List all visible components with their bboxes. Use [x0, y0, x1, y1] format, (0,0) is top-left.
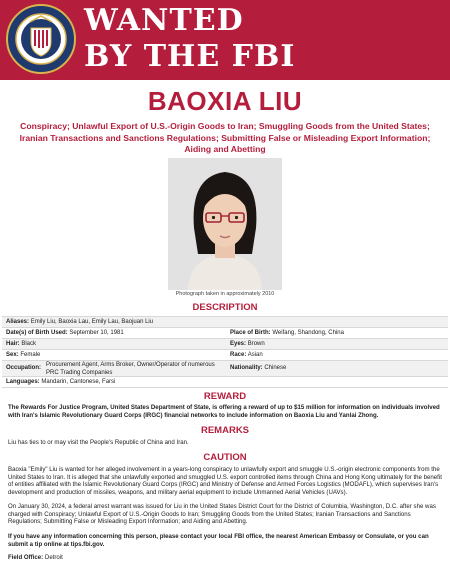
occupation-value: Procurement Agent, Arms Broker, Owner/Operator of numerous PRC Trading Companies	[46, 362, 215, 376]
wanted-banner	[0, 0, 450, 80]
aliases-row	[2, 316, 448, 327]
photo-caption: Photograph taken in approximately 2010	[175, 291, 275, 297]
remarks-heading: REMARKS	[200, 425, 250, 436]
reward-text: The Rewards For Justice Program, United States Department of State, is offering a reward of up to $15 million for information on individuals involved with Iran's Islamic Revolutionary Guard Corps (IRGC) financial networks to include information on Baoxia Liu and Yanlai Zhong.	[8, 404, 440, 419]
sex-label: Sex:	[6, 352, 19, 358]
fugitive-photo	[168, 158, 282, 290]
field-office	[8, 554, 442, 562]
hair-value: Black	[21, 341, 37, 347]
pob-value: Weifang, Shandong, China	[272, 330, 344, 336]
field-office-value: Detroit	[44, 554, 63, 561]
caution-paragraph-2: On January 30, 2024, a federal arrest warrant was issued for Liu in the United States District Court for the District of Columbia, Washington, D.C. after she was charged with Conspiracy; Unlawful Export of U.S.-Origin Goods to Iran; Smuggling Goods from the United States; Iranian Transactions and Sanctions Regulations; Submitting False or Misleading Export Information; and Aiding and Abetting.	[8, 503, 436, 526]
dob-label: Date(s) of Birth Used:	[6, 330, 68, 336]
occupation-label: Occupation:	[6, 365, 42, 371]
field-office-label: Field Office:	[8, 554, 44, 561]
languages-value: Mandarin, Cantonese, Farsi	[41, 379, 116, 385]
fbi-seal-icon	[6, 4, 76, 74]
aliases-value: Emily Liu, Baoxia Lau, Emily Lau, Baojuan Liu	[30, 319, 154, 325]
aliases-label: Aliases:	[6, 319, 30, 325]
fugitive-name: BAOXIA LIU	[147, 86, 303, 116]
dob-value: September 10, 1981	[69, 330, 124, 336]
charges-text: Conspiracy; Unlawful Export of U.S.-Origin Goods to Iran; Smuggling Goods from the United States; Iranian Transactions and Sanctions Regulations; Submitting False or Misleading Export Information; Aiding and Abetting	[19, 121, 431, 154]
caution-paragraph-1: Baoxia "Emily" Liu is wanted for her alleged involvement in a years-long conspiracy to unlawfully export and smuggle U.S.-origin electronic components from the United States to Iran. It is alleged that she unlawfully exported and smuggled U.S. export controlled items through China and Hong Kong ultimately for the benefit of entities affiliated with the Islamic Revolutionary Guard Corps (IRGC) and Ministry of Defense and Armed Forces Logistics (MODAFL), which supervises Iran's development and production of missiles, weapons, and military aerial equipment to include Unmanned Aerial Vehicles (UAVs).	[8, 466, 442, 496]
remarks-text: Liu has ties to or may visit the People's Republic of China and Iran.	[8, 439, 189, 446]
portrait-image	[168, 158, 282, 290]
languages-label: Languages:	[6, 379, 40, 385]
description-heading: DESCRIPTION	[192, 302, 258, 313]
race-value: Asian	[247, 352, 263, 358]
sex-value: Female	[20, 352, 41, 358]
race-label: Race:	[230, 352, 247, 358]
caution-heading: CAUTION	[203, 452, 247, 463]
banner-title-line2: BY THE FBI	[84, 39, 296, 74]
occupation-row	[2, 360, 448, 376]
eyes-label: Eyes:	[230, 341, 247, 347]
dob-row	[2, 327, 448, 338]
pob-label: Place of Birth:	[230, 330, 271, 336]
nationality-value: Chinese	[264, 365, 287, 371]
hair-label: Hair:	[6, 341, 20, 347]
languages-row	[2, 376, 448, 388]
eyes-value: Brown	[247, 341, 265, 347]
nationality-label: Nationality:	[230, 365, 263, 371]
contact-text: If you have any information concerning this person, please contact your local FBI office, the nearest American Embassy or Consulate, or you can submit a tip online at tips.fbi.gov.	[8, 533, 429, 548]
hair-row	[2, 338, 448, 349]
banner-title-line1: WANTED	[84, 3, 244, 38]
sex-row	[2, 349, 448, 360]
reward-heading: REWARD	[203, 391, 247, 402]
